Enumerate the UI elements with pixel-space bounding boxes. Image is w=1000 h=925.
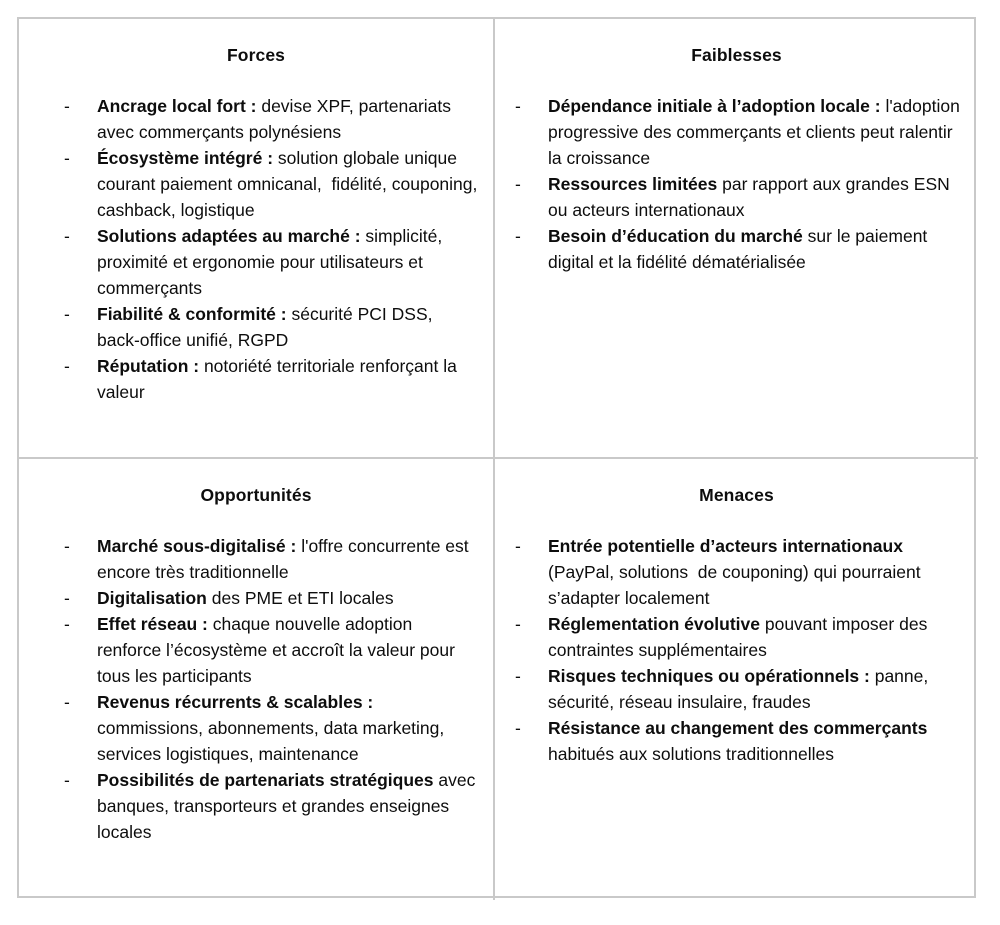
- list-item: [64, 223, 479, 301]
- quadrant-strengths: [19, 19, 495, 459]
- bullet-dash-icon: -: [64, 356, 70, 376]
- list-item-text: [97, 767, 479, 845]
- bullet-dash-icon: -: [64, 304, 70, 324]
- bullet-dash-icon: -: [64, 588, 70, 608]
- list-item: [64, 353, 479, 405]
- list-item-lead: Risques techniques ou opérationnels :: [548, 666, 870, 686]
- list-item-body: des PME et ETI locales: [206, 588, 394, 608]
- list-item-body: notoriété territoriale renforçant la valeur: [97, 356, 462, 402]
- bullet-list-strengths: [19, 65, 493, 405]
- quadrant-title-strengths: Forces: [227, 45, 285, 65]
- bullet-list-opportunities: [19, 505, 493, 845]
- bullet-dash-icon: -: [515, 174, 521, 194]
- list-item-lead: Ressources limitées: [548, 174, 718, 194]
- list-item-lead: Fiabilité & conformité :: [97, 304, 287, 324]
- list-item-text: [97, 611, 479, 689]
- bullet-dash-icon: -: [64, 96, 70, 116]
- list-item-lead: Effet réseau :: [97, 614, 208, 634]
- list-item-text: [97, 145, 483, 223]
- list-item: [515, 663, 964, 715]
- list-item-body: par rapport aux grandes ESN ou acteurs internationaux: [548, 174, 955, 220]
- list-item-body: avec banques, transporteurs et grandes enseignes locales: [97, 770, 481, 842]
- list-item-lead: Réputation :: [97, 356, 200, 376]
- bullet-dash-icon: -: [515, 96, 521, 116]
- list-item-text: [97, 353, 479, 405]
- bullet-dash-icon: -: [64, 692, 70, 712]
- list-item: [64, 93, 479, 145]
- list-item-body: commissions, abonnements, data marketing, services logistiques, maintenance: [97, 692, 450, 764]
- list-item-body: chaque nouvelle adoption renforce l’écosystème et accroît la valeur pour tous les participants: [97, 614, 460, 686]
- list-item-body: l'adoption progressive des commerçants et clients peut ralentir la croissance: [548, 96, 965, 168]
- list-item-body: solution globale unique courant paiement omnicanal, fidélité, couponing, cashback, logistique: [97, 148, 483, 220]
- bullet-dash-icon: -: [515, 226, 521, 246]
- bullet-dash-icon: -: [515, 666, 521, 686]
- list-item-body: devise XPF, partenariats avec commerçants polynésiens: [97, 96, 456, 142]
- list-item-text: [97, 301, 479, 353]
- list-item-lead: Réglementation évolutive: [548, 614, 760, 634]
- list-item-lead: Possibilités de partenariats stratégiques: [97, 770, 434, 790]
- list-item-text: [548, 715, 964, 767]
- list-item-text: [548, 171, 964, 223]
- list-item: [64, 585, 479, 611]
- list-item-text: [548, 611, 964, 663]
- list-item-lead: Écosystème intégré :: [97, 148, 274, 168]
- list-item-text: [97, 585, 479, 611]
- list-item-body: panne, sécurité, réseau insulaire, fraudes: [548, 666, 934, 712]
- list-item: [64, 533, 479, 585]
- bullet-list-weaknesses: [495, 65, 978, 275]
- bullet-dash-icon: -: [515, 536, 521, 556]
- list-item-lead: Solutions adaptées au marché :: [97, 226, 361, 246]
- bullet-dash-icon: -: [64, 536, 70, 556]
- list-item-body: sur le paiement digital et la fidélité dématérialisée: [548, 226, 933, 272]
- quadrant-opportunities: [19, 459, 495, 900]
- list-item: [515, 611, 964, 663]
- swot-matrix: [17, 17, 976, 898]
- bullet-dash-icon: -: [64, 148, 70, 168]
- list-item-text: [548, 533, 964, 611]
- list-item-text: [548, 223, 964, 275]
- list-item: [64, 767, 479, 845]
- list-item-body: pouvant imposer des contraintes supplémentaires: [548, 614, 933, 660]
- list-item-lead: Digitalisation: [97, 588, 207, 608]
- list-item-lead: Ancrage local fort :: [97, 96, 257, 116]
- list-item-text: [97, 93, 479, 145]
- bullet-dash-icon: -: [64, 614, 70, 634]
- list-item-text: [97, 533, 479, 585]
- list-item-lead: Besoin d’éducation du marché: [548, 226, 803, 246]
- list-item-body: habitués aux solutions traditionnelles: [548, 718, 933, 764]
- list-item-lead: Dépendance initiale à l’adoption locale :: [548, 96, 881, 116]
- list-item-text: [548, 663, 964, 715]
- quadrant-title-threats: Menaces: [699, 485, 774, 505]
- list-item: [515, 715, 964, 767]
- bullet-dash-icon: -: [515, 718, 521, 738]
- list-item-body: simplicité, proximité et ergonomie pour utilisateurs et commerçants: [97, 226, 448, 298]
- list-item-lead: Marché sous-digitalisé :: [97, 536, 297, 556]
- list-item: [515, 533, 964, 611]
- list-item-text: [97, 223, 479, 301]
- list-item-lead: Entrée potentielle d’acteurs internationaux: [548, 536, 903, 556]
- list-item-lead: Résistance au changement des commerçants: [548, 718, 928, 738]
- list-item: [515, 223, 964, 275]
- list-item-text: [548, 93, 964, 171]
- quadrant-threats: [495, 459, 978, 900]
- list-item-lead: Revenus récurrents & scalables :: [97, 692, 374, 712]
- list-item: [64, 689, 479, 767]
- list-item: [64, 301, 479, 353]
- list-item: [64, 611, 479, 689]
- bullet-dash-icon: -: [515, 614, 521, 634]
- list-item-body: l'offre concurrente est encore très traditionnelle: [97, 536, 474, 582]
- list-item: [64, 145, 483, 223]
- bullet-dash-icon: -: [64, 226, 70, 246]
- quadrant-title-weaknesses: Faiblesses: [691, 45, 782, 65]
- list-item: [515, 93, 964, 171]
- list-item-body: sécurité PCI DSS, back-office unifié, RGPD: [97, 304, 438, 350]
- quadrant-weaknesses: [495, 19, 978, 459]
- bullet-dash-icon: -: [64, 770, 70, 790]
- list-item-body: (PayPal, solutions de couponing) qui pourraient s’adapter localement: [548, 536, 926, 608]
- bullet-list-threats: [495, 505, 978, 767]
- list-item: [515, 171, 964, 223]
- list-item-text: [97, 689, 479, 767]
- quadrant-title-opportunities: Opportunités: [200, 485, 312, 505]
